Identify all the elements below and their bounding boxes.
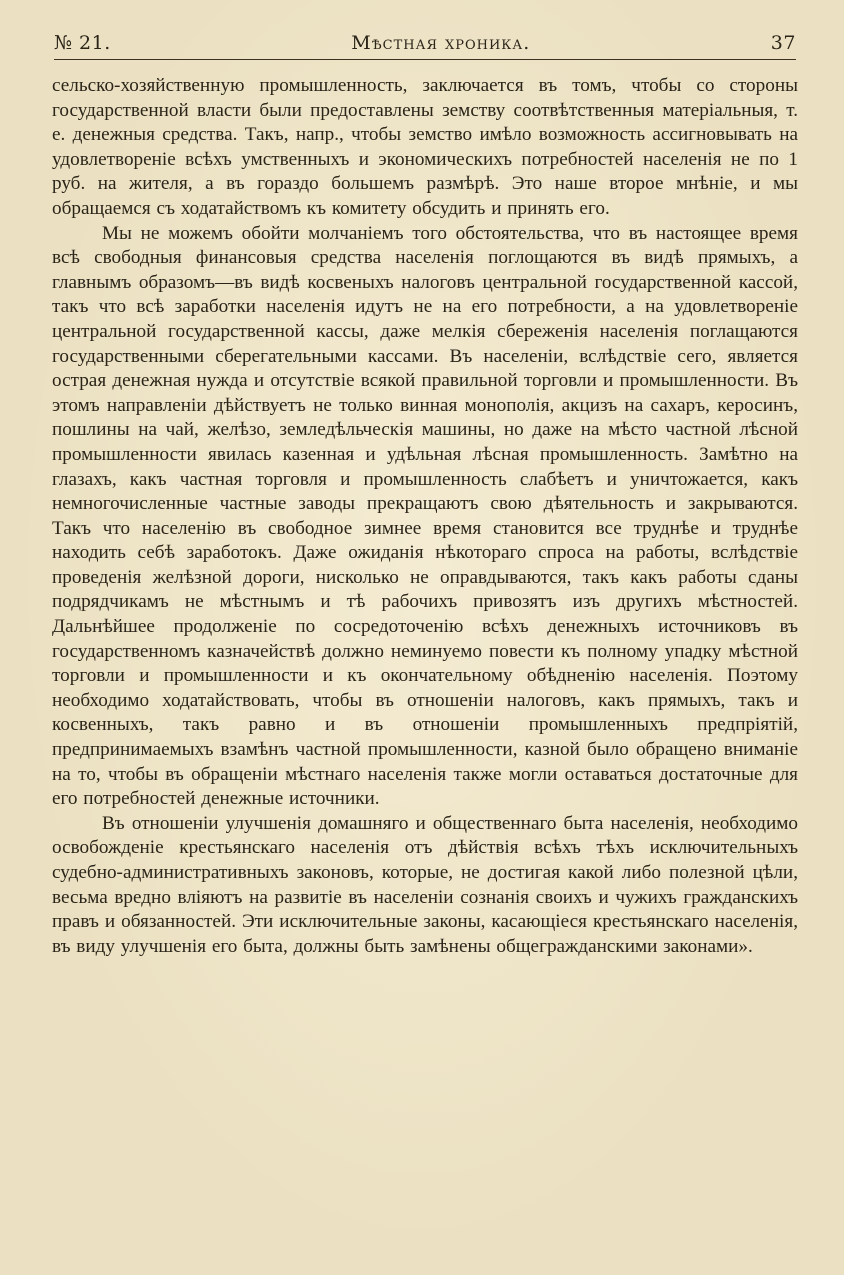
paragraph-continuation: сельско-хозяйственную промышленность, заключается въ томъ, чтобы со стороны государственной власти были предоставлены земству соотвѣтственныя матеріальныя, т. е. денежныя средства. Такъ, напр., чтобы земство имѣло возможность ассигновывать на удовлетвореніе всѣхъ умственныхъ и экономическихъ потребностей населенія не по 1 руб. на жителя, а въ гораздо большемъ размѣрѣ. Это наше второе мнѣніе, и мы обращаемся съ ходатайствомъ къ комитету обсудить и принять его. — [52, 75, 798, 219]
paragraph-laws: Въ отношеніи улучшенія домашняго и общественнаго быта населенія, необходимо освобожденіе крестьянскаго населенія отъ дѣйствія всѣхъ тѣхъ исключительныхъ судебно-административныхъ законовъ, которые, не достигая какой либо полезной цѣли, весьма вредно вліяютъ на развитіе въ населеніи сознанія своихъ и чужихъ гражданскихъ правъ и обязанностей. Эти исключительные законы, касающіеся крестьянскаго населенія, въ виду улучшенія его быта, должны быть замѣнены общегражданскими законами». — [52, 812, 798, 957]
issue-number: № 21. — [54, 32, 111, 54]
body-text — [52, 74, 798, 959]
page-number: 37 — [770, 32, 796, 54]
paragraph-taxes: Мы не можемъ обойти молчаніемъ того обстоятельства, что въ настоящее время всѣ свободныя финансовыя средства населенія поглощаются въ видѣ прямыхъ, а главнымъ образомъ—въ видѣ косвеныхъ налоговъ центральной государственной кассой, такъ что всѣ заработки населенія идутъ не на его потребности, а на удовлетвореніе центральной государственной кассы, даже мелкія сбереженія населенія поглащаются государственными сберегательными кассами. Въ населеніи, вслѣдствіе сего, является острая денежная нужда и отсутствіе всякой правильной торговли и промышленности. Въ этомъ направленіи дѣйствуетъ не только винная монополія, акцизъ на сахаръ, керосинъ, пошлины на чай, желѣзо, земледѣльческія машины, но даже на мѣсто частной лѣсной промышленности явилась казенная и удѣльная лѣсная промышленность. Замѣтно на глазахъ, какъ частная торговля и промышленность слабѣетъ и уничтожается, какъ немногочисленные частные заводы прекращаютъ свою дѣятельность и закрываются. Такъ что населенію въ свободное зимнее время становится все труднѣе и труднѣе находить себѣ заработокъ. Даже ожиданія нѣкотораго спроса на работы, вслѣдствіе проведенія желѣзной дороги, нисколько не оправдываются, такъ какъ работы сданы подрядчикамъ не мѣстнымъ и тѣ рабочихъ привозятъ изъ другихъ мѣстностей. Дальнѣйшее продолженіе по сосредоточенію всѣхъ денежныхъ источниковъ въ государственномъ казначействѣ должно неминуемо повести къ полному упадку мѣстной торговли и промышленности и къ окончательному обѣдненію населенія. Поэтому необходимо ходатайствовать, чтобы въ отношеніи налоговъ, какъ прямыхъ, такъ и косвенныхъ, такъ равно и въ отношеніи промышленныхъ предпріятій, предпринимаемыхъ взамѣнъ частной промышленности, казной было обращено вниманіе на то, чтобы въ обращеніи мѣстнаго населенія также могли оставаться достаточные для его потребностей денежные источники. — [52, 222, 798, 810]
running-header — [54, 32, 796, 60]
section-title: Мѣстная хроника. — [351, 32, 531, 54]
